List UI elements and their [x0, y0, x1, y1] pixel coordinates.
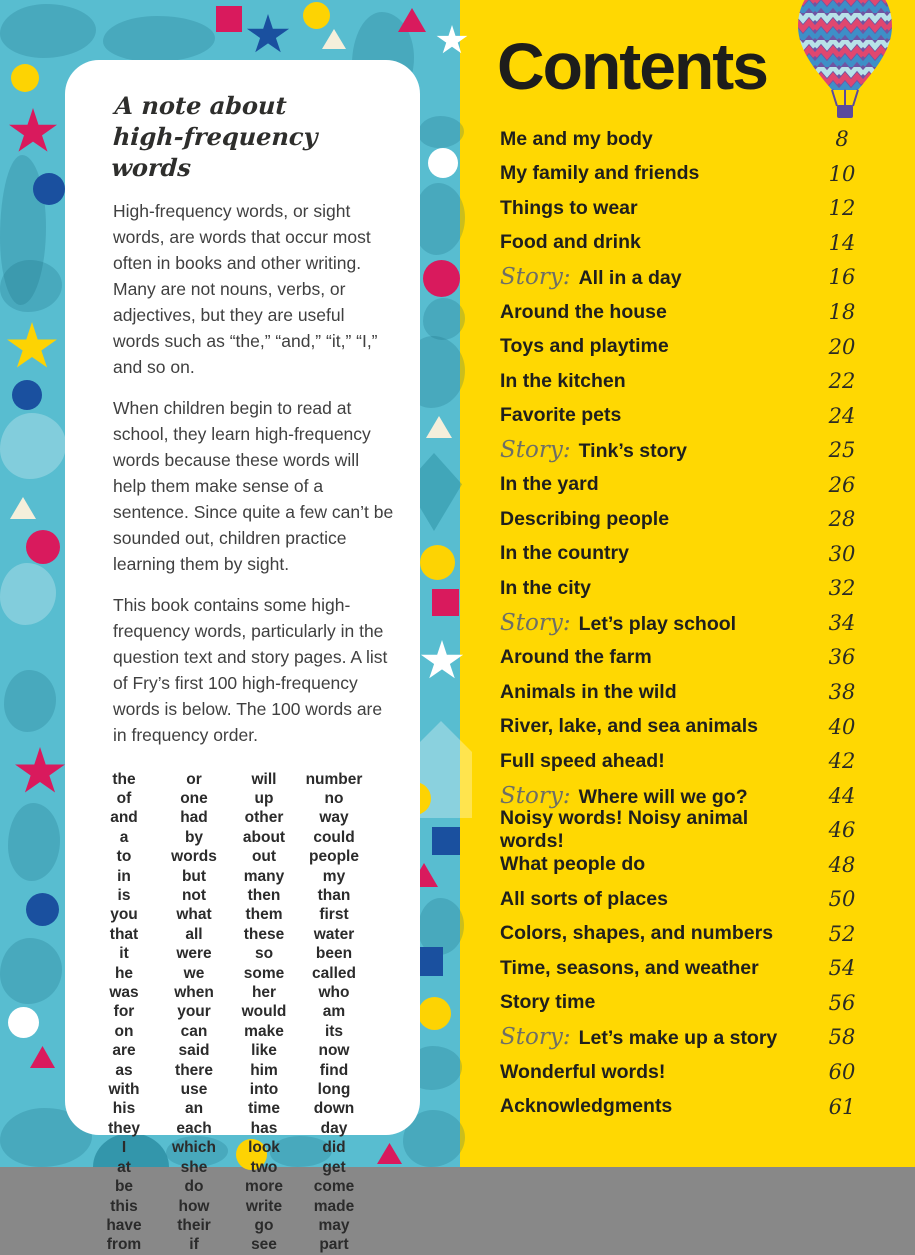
- sight-word: it: [119, 945, 129, 963]
- sight-word: other: [244, 809, 284, 827]
- sight-word: in: [117, 867, 131, 885]
- toc-entry-label: [500, 128, 653, 151]
- sight-word: people: [309, 848, 359, 866]
- story-prefix: Story:: [500, 1024, 571, 1051]
- toc-entry-label: [500, 715, 758, 738]
- sight-word: with: [108, 1081, 140, 1099]
- toc-entry: [500, 640, 868, 675]
- toc-entry: [500, 329, 868, 364]
- toc-entry-title: Around the farm: [500, 645, 652, 668]
- sight-word: first: [319, 906, 349, 924]
- sight-word: out: [251, 848, 277, 866]
- sight-word: two: [250, 1158, 278, 1176]
- toc-entry: [500, 606, 868, 641]
- sight-word: said: [178, 1042, 210, 1060]
- dinosaur-photo: [103, 16, 215, 62]
- sight-word: time: [248, 1100, 280, 1118]
- circle-shape: [33, 173, 65, 205]
- toc-entry: [500, 1020, 868, 1055]
- page-title: Contents: [497, 29, 767, 103]
- toc-entry-label: [500, 301, 667, 324]
- sight-word: him: [250, 1061, 278, 1079]
- sight-word: has: [250, 1119, 278, 1137]
- sight-word: will: [251, 770, 277, 788]
- sight-word: can: [180, 1022, 208, 1040]
- story-prefix: Story:: [500, 609, 571, 636]
- toc-entry-title: Noisy words! Noisy animal words!: [500, 807, 749, 853]
- toc-entry: [500, 744, 868, 779]
- sight-word: we: [183, 964, 205, 982]
- toc-entry-title: All sorts of places: [500, 887, 668, 910]
- contents-page-yellow: [460, 0, 915, 1167]
- sight-word: get: [322, 1158, 346, 1176]
- sight-word: so: [254, 945, 274, 963]
- toc-page-number: 24: [828, 403, 856, 428]
- sight-word: his: [112, 1100, 136, 1118]
- toc-entry-title: Toys and playtime: [500, 335, 669, 358]
- note-paragraphs: [113, 198, 396, 748]
- sight-word: find: [319, 1061, 349, 1079]
- toc-page-number: 36: [828, 645, 856, 670]
- star-shape: [8, 108, 58, 156]
- sight-word: long: [317, 1081, 351, 1099]
- toc-entry-label: [500, 1095, 672, 1118]
- circle-shape: [12, 380, 42, 410]
- toc-page-number: 52: [828, 921, 856, 946]
- toc-entry-label: [500, 437, 687, 463]
- toc-entry-title: Let’s play school: [578, 612, 737, 635]
- sight-word: had: [180, 809, 208, 827]
- sight-word: up: [254, 789, 274, 807]
- toc-entry: [500, 260, 868, 295]
- toc-entry-label: [500, 197, 638, 220]
- toc-entry: [500, 364, 868, 399]
- toc-page-number: 38: [828, 680, 856, 705]
- sight-word: be: [114, 1178, 134, 1196]
- toc-entry-label: [500, 991, 595, 1014]
- sight-word: is: [117, 887, 131, 904]
- sight-word: than: [317, 887, 351, 904]
- sight-word: not: [181, 887, 207, 904]
- toc-page-number: 26: [828, 472, 856, 497]
- triangle-shape: [10, 497, 36, 519]
- hot-air-balloon-photo: [413, 183, 465, 255]
- toc-entry: [500, 122, 868, 157]
- pirate-hat-photo: [0, 260, 62, 312]
- toc-entry-label: [500, 162, 699, 185]
- sight-word: you: [110, 906, 138, 924]
- sight-word: and: [110, 809, 138, 827]
- sight-word: do: [184, 1178, 204, 1196]
- sight-word: write: [245, 1197, 283, 1215]
- note-paragraph: This book contains some high-frequency words, particularly in the question text and story pages. A list of Fry’s first 100 high-frequency words is below. The 100 words are in frequency order.: [113, 594, 388, 745]
- sight-word: more: [245, 1178, 283, 1196]
- toc-page-number: 25: [828, 438, 856, 463]
- toc-entry: [500, 157, 868, 192]
- sight-word: to: [116, 848, 132, 866]
- sight-word: see: [251, 1236, 277, 1254]
- toc-entry-label: [500, 370, 626, 393]
- toc-entry-label: [500, 231, 641, 254]
- toc-entry-title: What people do: [500, 853, 646, 876]
- toc-entry-label: [500, 1024, 777, 1050]
- sight-word: been: [315, 945, 353, 963]
- sight-word: that: [109, 925, 139, 943]
- sight-word: called: [312, 964, 356, 982]
- sight-word: one: [180, 789, 208, 807]
- circle-shape: [11, 64, 39, 92]
- word-column: [306, 770, 363, 1255]
- sight-word: which: [172, 1139, 216, 1157]
- circle-shape: [8, 1007, 39, 1038]
- word-column: [171, 770, 217, 1255]
- sight-word: was: [109, 984, 139, 1002]
- sight-word: could: [313, 828, 355, 846]
- toc-page-number: 8: [835, 127, 849, 152]
- toc-entry-title: Full speed ahead!: [500, 749, 665, 772]
- sight-word: of: [116, 789, 132, 807]
- toc-entry-title: River, lake, and sea animals: [500, 715, 758, 738]
- sight-word: or: [186, 770, 202, 788]
- sight-word: he: [114, 964, 134, 982]
- toc-entry-title: Time, seasons, and weather: [500, 956, 759, 979]
- toc-entry: [500, 191, 868, 226]
- sight-word: my: [322, 867, 346, 885]
- toc-entry-label: [500, 681, 677, 704]
- toc-entry-title: Me and my body: [500, 127, 653, 150]
- circle-shape: [26, 893, 59, 926]
- sight-word: made: [313, 1197, 355, 1215]
- toc-page-number: 22: [828, 369, 856, 394]
- toc-page-number: 54: [828, 956, 856, 981]
- sight-word: but: [181, 867, 207, 885]
- toc-entry-title: My family and friends: [500, 162, 700, 185]
- sight-word: way: [319, 809, 349, 827]
- toc-entry-title: Where will we go?: [578, 785, 748, 808]
- sight-word: have: [106, 1216, 142, 1234]
- toc-entry: [500, 295, 868, 330]
- toc-page-number: 12: [828, 196, 856, 221]
- sight-word: am: [322, 1003, 346, 1021]
- toc-entry: [500, 986, 868, 1021]
- toc-entry-title: In the city: [500, 576, 592, 599]
- toc-entry: [500, 882, 868, 917]
- sight-word: go: [254, 1216, 274, 1234]
- sight-word: how: [178, 1197, 210, 1215]
- word-column: [106, 770, 141, 1255]
- story-prefix: Story:: [500, 782, 571, 809]
- sight-word: what: [176, 906, 212, 924]
- toc-entry: [500, 807, 868, 853]
- toc-entry-label: [500, 807, 816, 853]
- circle-shape: [423, 260, 460, 297]
- sight-word: like: [251, 1042, 277, 1060]
- sight-word: she: [180, 1158, 208, 1176]
- table-of-contents: [500, 122, 868, 1124]
- sight-word: all: [185, 925, 203, 943]
- toc-page-number: 42: [828, 749, 856, 774]
- toc-page-number: 20: [828, 334, 856, 359]
- toc-page-number: 18: [828, 300, 856, 324]
- note-title: A note about high-frequency words: [110, 91, 319, 183]
- sight-word: at: [117, 1158, 131, 1176]
- toc-entry-title: Tink’s story: [578, 440, 687, 463]
- toc-entry-label: [500, 610, 736, 636]
- toc-entry-title: Wonderful words!: [500, 1060, 666, 1083]
- toc-entry-title: Describing people: [500, 507, 670, 530]
- circle-shape: [420, 545, 455, 580]
- star-shape: [246, 14, 290, 56]
- story-prefix: Story:: [500, 264, 571, 291]
- toc-entry: [500, 1055, 868, 1090]
- sight-word: as: [115, 1061, 133, 1079]
- backpack-photo: [4, 670, 56, 732]
- toc-entry-label: [500, 473, 599, 496]
- toc-entry-label: [500, 508, 669, 531]
- toc-entry: [500, 1089, 868, 1124]
- sight-word: when: [174, 984, 214, 1002]
- circle-shape: [418, 997, 451, 1030]
- sight-word: I: [121, 1139, 127, 1157]
- toc-entry-title: Colors, shapes, and numbers: [500, 922, 774, 945]
- sun-photo: [0, 413, 66, 479]
- toc-entry-title: Things to wear: [500, 196, 638, 219]
- toc-entry-title: Acknowledgments: [500, 1095, 673, 1118]
- sight-word: an: [184, 1100, 204, 1118]
- sight-word: did: [322, 1139, 346, 1157]
- toc-entry: [500, 467, 868, 502]
- toc-page-number: 61: [828, 1094, 856, 1119]
- sight-word: some: [243, 964, 285, 982]
- sight-word: come: [313, 1178, 355, 1196]
- sight-word: their: [177, 1216, 211, 1234]
- circle-shape: [303, 2, 330, 29]
- toc-page-number: 58: [828, 1025, 856, 1050]
- circle-shape: [428, 148, 458, 178]
- sight-word: they: [108, 1119, 140, 1137]
- sight-word: them: [245, 906, 283, 924]
- toc-entry: [500, 502, 868, 537]
- sight-word: for: [113, 1003, 135, 1021]
- square-shape: [216, 6, 242, 32]
- toc-entry-title: Food and drink: [500, 231, 641, 254]
- toc-entry: [500, 709, 868, 744]
- toc-entry-label: [500, 783, 748, 809]
- toc-page-number: 60: [828, 1060, 856, 1085]
- sight-word: this: [110, 1197, 138, 1215]
- sight-word: may: [318, 1216, 350, 1234]
- story-prefix: Story:: [500, 437, 571, 464]
- sight-word: make: [244, 1022, 284, 1040]
- sight-word: who: [318, 984, 350, 1002]
- sight-word: water: [313, 925, 355, 943]
- toc-entry-label: [500, 922, 773, 945]
- toc-entry-title: In the yard: [500, 473, 599, 496]
- sight-word: there: [175, 1061, 213, 1079]
- sight-word: on: [114, 1022, 134, 1040]
- toc-entry-label: [500, 404, 621, 427]
- toc-entry-title: Animals in the wild: [500, 680, 677, 703]
- word-column: [242, 770, 287, 1255]
- sight-word: these: [243, 925, 285, 943]
- sight-word: day: [320, 1119, 348, 1137]
- toc-entry-label: [500, 888, 668, 911]
- circle-shape: [26, 530, 60, 564]
- toc-page-number: 40: [828, 714, 856, 739]
- toc-entry: [500, 433, 868, 468]
- toc-page-number: 30: [828, 541, 856, 566]
- sight-word: part: [319, 1236, 349, 1254]
- sight-word: its: [324, 1022, 344, 1040]
- toc-entry-label: [500, 957, 759, 980]
- sight-word: look: [248, 1139, 280, 1157]
- toc-entry-title: Around the house: [500, 300, 667, 323]
- sight-word: no: [324, 789, 344, 807]
- acorn-photo: [423, 298, 465, 340]
- toc-page-number: 14: [828, 230, 856, 255]
- flower-photo: [0, 563, 56, 625]
- hot-air-balloon-illustration: [791, 0, 899, 131]
- note-paragraph: When children begin to read at school, they learn high-frequency words because these words will help them make sense of a sentence. Since quite a few can’t be sounded out, children practice learning them by sight.: [113, 397, 394, 574]
- toc-page-number: 56: [828, 990, 856, 1015]
- bee-photo: [418, 116, 464, 148]
- square-shape: [432, 827, 460, 855]
- sight-word: her: [251, 984, 277, 1002]
- sight-word: many: [243, 867, 285, 885]
- toc-entry-label: [500, 853, 645, 876]
- gnome-photo: [8, 803, 60, 881]
- triangle-shape: [30, 1046, 55, 1068]
- toc-entry: [500, 571, 868, 606]
- toc-page-number: 32: [828, 576, 856, 601]
- butterfly-photo: [0, 938, 62, 1004]
- toc-entry-label: [500, 264, 682, 290]
- triangle-shape: [322, 29, 346, 49]
- toc-page-number: 46: [828, 818, 856, 843]
- sight-word: down: [313, 1100, 355, 1118]
- sight-word: into: [249, 1081, 279, 1099]
- sight-word: would: [241, 1003, 287, 1021]
- toc-entry: [500, 951, 868, 986]
- toc-page-number: 50: [828, 887, 856, 912]
- toc-entry-label: [500, 646, 652, 669]
- toc-entry-label: [500, 1061, 665, 1084]
- sight-word: your: [177, 1003, 211, 1021]
- toc-page-number: 48: [828, 852, 856, 877]
- star-shape: [6, 322, 58, 372]
- airplane-photo: [0, 4, 96, 58]
- sight-word: number: [305, 770, 363, 788]
- toc-entry: [500, 398, 868, 433]
- toc-page-number: 16: [828, 265, 856, 290]
- sight-word: now: [318, 1042, 350, 1060]
- toc-entry-title: In the country: [500, 542, 629, 565]
- sight-word: are: [112, 1042, 136, 1060]
- sight-word: the: [112, 770, 136, 788]
- sight-word: then: [247, 887, 281, 904]
- toc-entry-title: Let’s make up a story: [578, 1027, 778, 1050]
- sight-word: were: [176, 945, 212, 963]
- sight-word: use: [180, 1081, 208, 1099]
- high-frequency-word-list: [93, 770, 396, 1255]
- sight-word: a: [119, 828, 129, 846]
- note-paragraph: High-frequency words, or sight words, are words that occur most often in books and other writing. Many are not nouns, verbs, or adjectives, but they are useful words such as “the,” “and,” “it,” “I,” and so on.: [113, 200, 378, 377]
- sight-word: if: [189, 1236, 199, 1254]
- toc-entry: [500, 226, 868, 261]
- triangle-shape: [426, 416, 452, 438]
- sight-word: words: [171, 848, 217, 866]
- star-shape: [420, 640, 464, 682]
- toc-page-number: 34: [828, 610, 856, 635]
- sight-word: from: [106, 1236, 142, 1254]
- note-card: [65, 60, 420, 1254]
- toc-entry-title: All in a day: [578, 267, 682, 290]
- toc-entry-label: [500, 335, 669, 358]
- toc-entry-title: Favorite pets: [500, 404, 622, 427]
- toc-entry-label: [500, 750, 665, 773]
- toc-entry-label: [500, 577, 591, 600]
- toc-entry-title: Story time: [500, 991, 596, 1014]
- sight-word: about: [242, 828, 286, 846]
- toc-entry: [500, 675, 868, 710]
- sight-word: each: [176, 1119, 212, 1137]
- triangle-shape: [398, 8, 426, 32]
- toc-entry: [500, 537, 868, 572]
- star-shape: [14, 747, 66, 797]
- toc-page-number: 28: [828, 507, 856, 532]
- toc-entry-label: [500, 542, 629, 565]
- toc-page-number: 10: [828, 161, 856, 186]
- square-shape: [432, 589, 459, 616]
- toc-entry: [500, 917, 868, 952]
- toc-page-number: 44: [828, 783, 856, 808]
- toc-entry-title: In the kitchen: [500, 369, 626, 392]
- sight-word: by: [184, 828, 204, 846]
